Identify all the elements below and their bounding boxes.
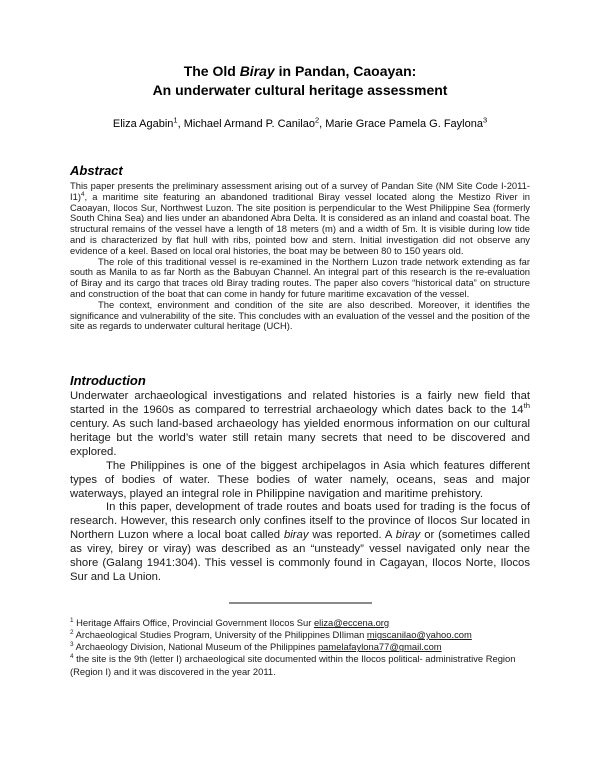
- footnote-3: $^3$ Archaeology Division, National Museum of the Philippines pamelafaylona77@gmail.com: [70, 641, 442, 653]
- footnote-1: $^1$ Heritage Affairs Office, Provincial Government Ilocos Sur eliza@eccena.org: [70, 616, 390, 628]
- footnote-2: $^2$ Archaeological Studies Program, University of the Philippines DIliman migscanilao@yahoo.com: [70, 628, 472, 641]
- abstract-paragraph-2: The role of this traditional vessel is re-examined in the Northern Luzon trade network extending as far south as Manila to as far North as the Babuyan Channel. An integral part of this research is the re-evaluation of Biray and its cargo that traces old Biray trading routes. The paper also covers “historical data” on structure and construction of the boat that can come in handy for future maritime excavation of the vessel.: [70, 255, 530, 299]
- introduction-section: [70, 373, 530, 585]
- email-link[interactable]: pamelafaylona77@gmail.com: [317, 641, 442, 653]
- abstract-heading: Abstract: [70, 163, 123, 178]
- author-line: Eliza Agabin$^1$, Michael Armand P. Canilao$^2$, Marie Grace Pamela G. Faylona$^3$: [112, 115, 488, 130]
- introduction-paragraph-3: In this paper, development of trade routes and boats used for trading is the focus of research. However, this research only confines itself to the province of Ilocos Sur located in Northern Luzon where a local boat called biray was reported. A biray or (sometimes called as virey, birey or viray) was described as an “unsteady” vessel navigated only near the shore (Galang 1941:304). This vessel is commonly found in Cagayan, Ilocos Norte, Ilocos Sur and La Union.: [70, 501, 530, 583]
- footnotes: [70, 617, 530, 678]
- email-link[interactable]: eliza@eccena.org: [313, 616, 390, 628]
- abstract-body: [70, 181, 530, 332]
- footnote-4: $^4$ the site is the 9th (letter I) archaeological site documented within the Ilocos political- administrative Region (Region I) and it was discovered in the year 2011.: [70, 653, 516, 677]
- paper-title: [70, 62, 530, 100]
- introduction-body: [70, 390, 530, 585]
- abstract-section: [70, 163, 530, 332]
- introduction-heading: Introduction: [70, 373, 146, 389]
- introduction-paragraph-2: The Philippines is one of the biggest archipelagos in Asia which features different types of bodies of water. These bodies of water namely, oceans, seas and major waterways, played an integral role in Philippine navigation and maritime prehistory.: [70, 459, 530, 500]
- abstract-paragraph-3: The context, environment and condition of the site are also described. Moreover, it identifies the significance and vulnerability of the site. This concludes with an evaluation of the vessel and the position of the site as regards to underwater cultural heritage (UCH).: [70, 298, 530, 332]
- email-link[interactable]: migscanilao@yahoo.com: [366, 629, 472, 641]
- footnote-separator: [229, 602, 372, 604]
- paper-title-line1: The Old Biray in Pandan, Caoayan:: [183, 63, 417, 79]
- introduction-paragraph-1: Underwater archaeological investigations and related histories is a fairly new field that started in the 1960s as compared to terrestrial archaeology which dates back to the 14th century. As such land-based archaeology has yielded enormous information on our cultural heritage but the world’s water still retain many secrets that need to be discovered and explored.: [70, 390, 530, 458]
- abstract-paragraph-1: This paper presents the preliminary assessment arising out of a survey of Pandan Site (NM Site Code I-2011-I1)$^4$, a maritime site featuring an abandoned traditional Biray vessel located along the Mestizo River in Caoayan, Ilocos Sur, Northwest Luzon. The site position is perpendicular to the West Philippine Sea (formerly South China Sea) and lies under an abandoned Abra Delta. It is considered as an inland and coastal boat. The structural remains of the vessel have a length of 18 meters (m) and a width of 5m. It is visible during low tide and is characterized by flat hull with ribs, pointed bow and stern. Initial investigation did not observe any evidence of a keel. Based on local oral histories, the boat may be between 80 to 150 years old.: [70, 180, 530, 256]
- paper-title-line2: An underwater cultural heritage assessment: [152, 82, 448, 98]
